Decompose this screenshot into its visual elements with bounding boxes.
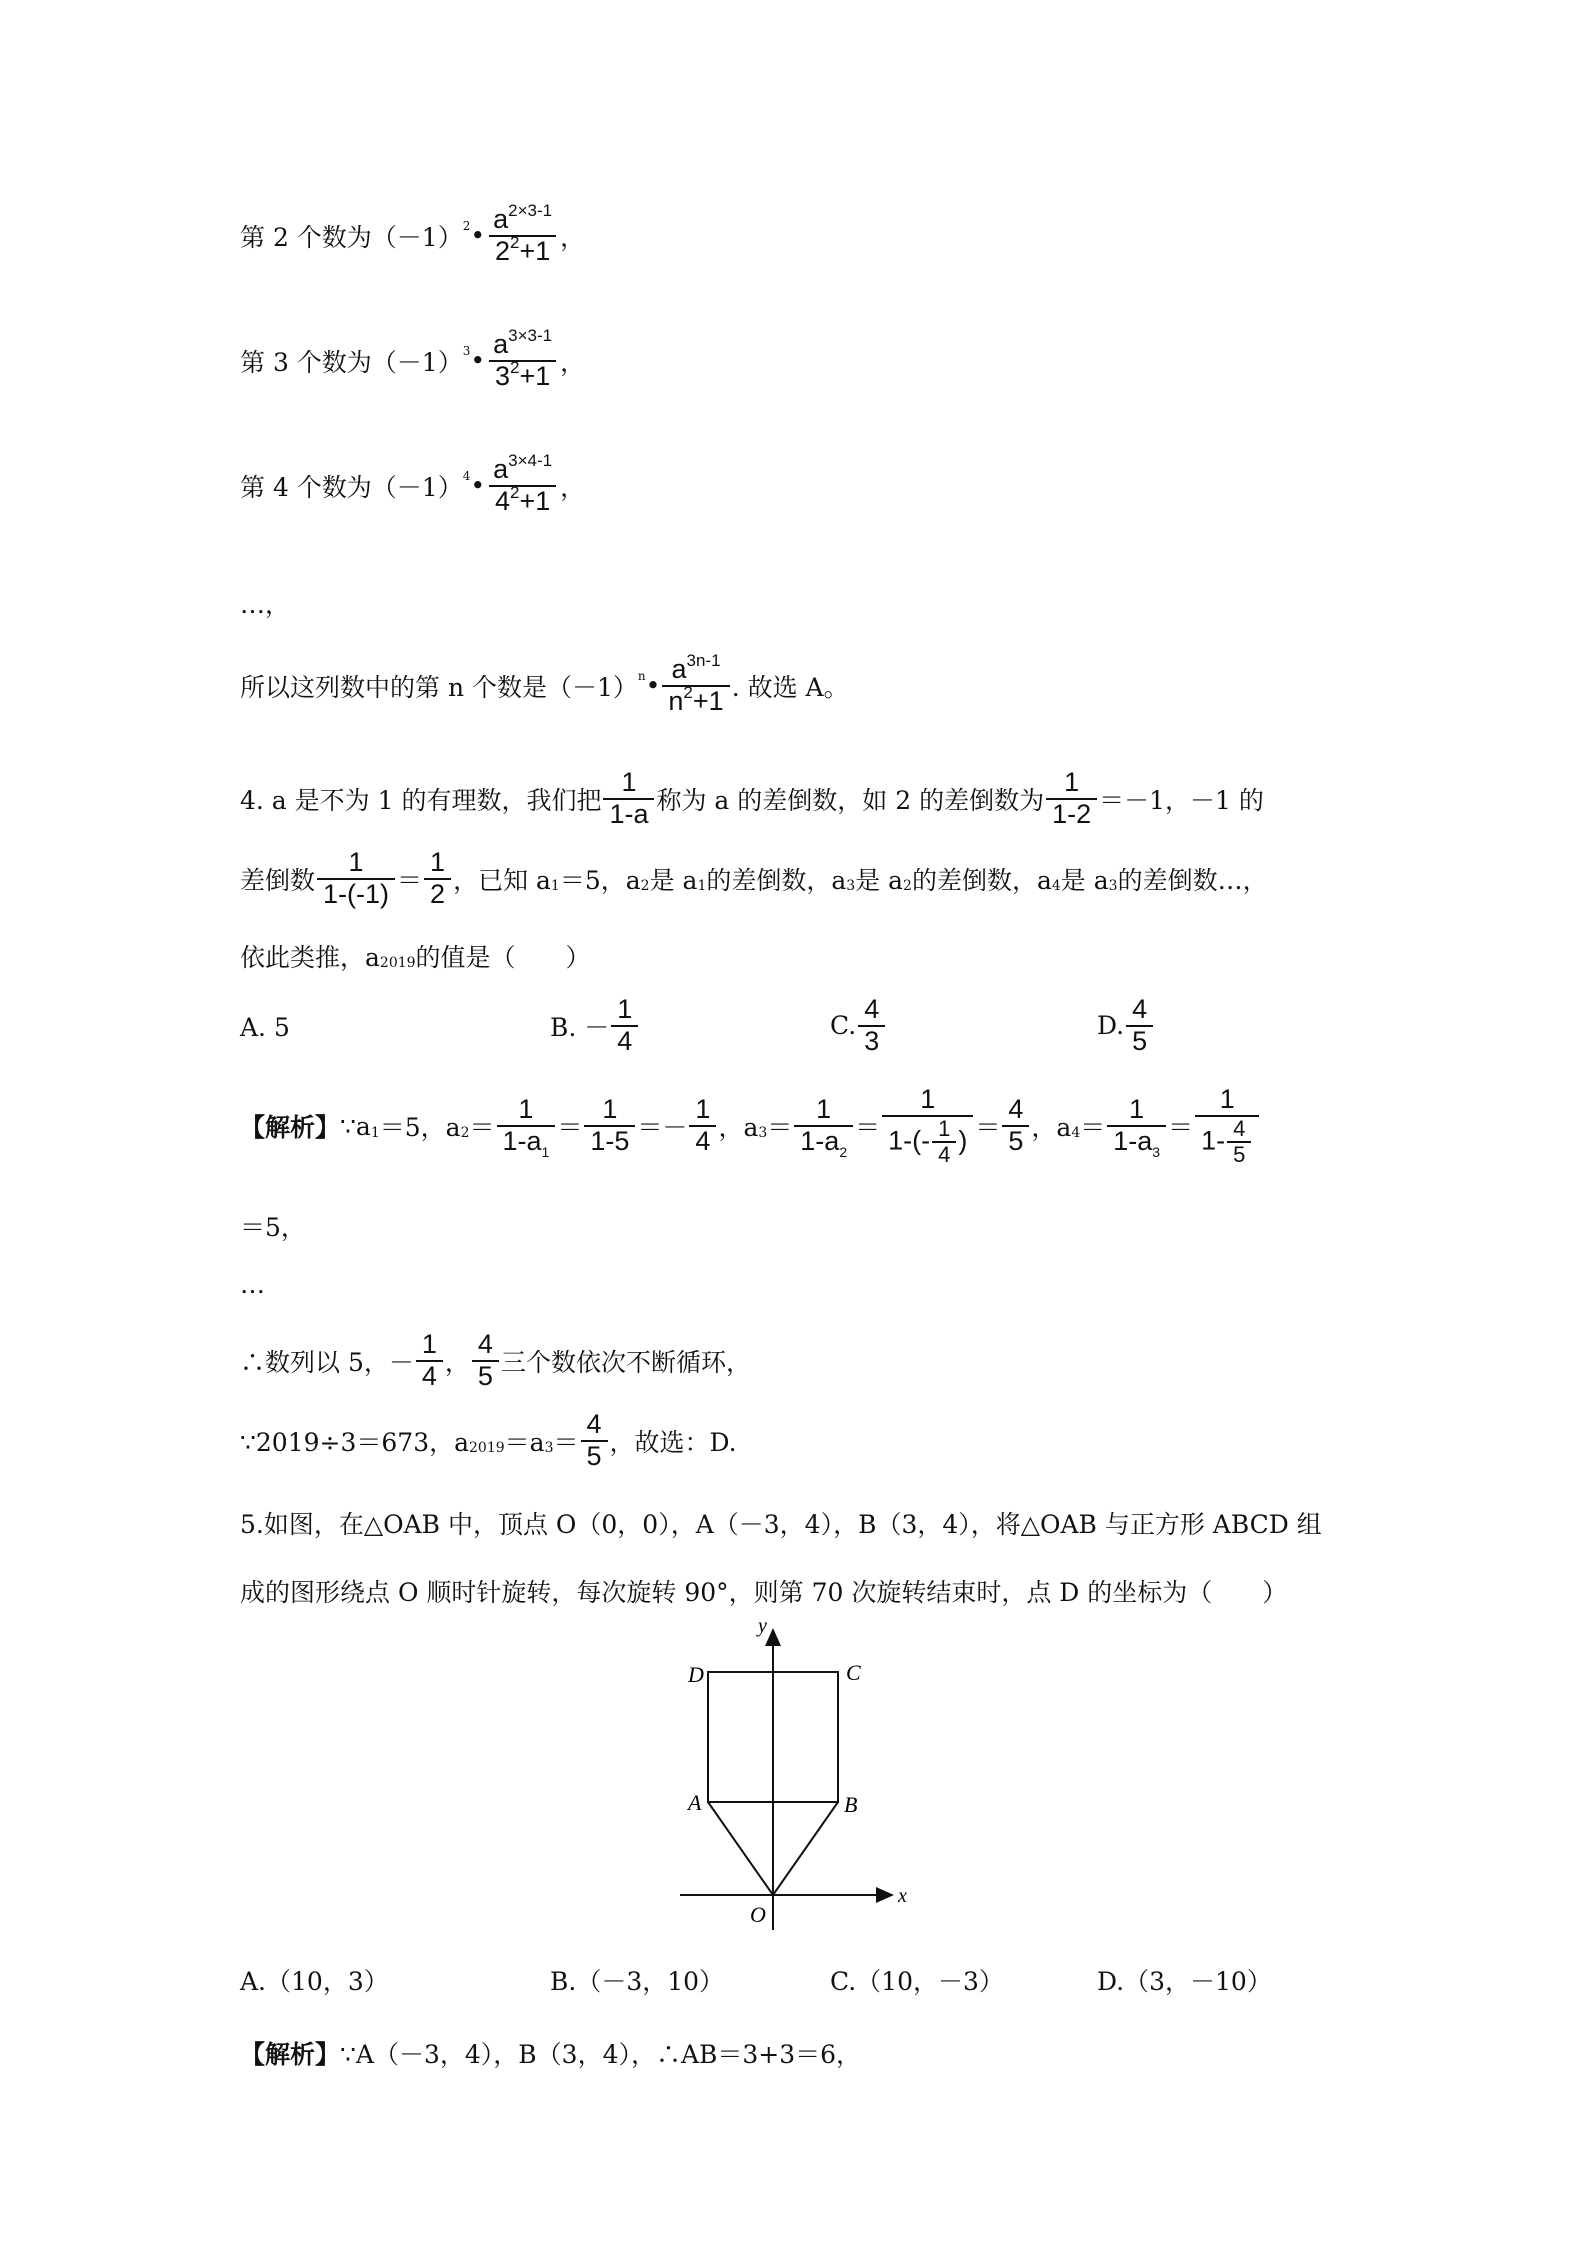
line-text: 所以这列数中的第 n 个数是（－1）: [240, 672, 638, 702]
text: ∵A（－3，4），B（3，4），∴AB＝3+3＝6，: [340, 2040, 862, 2069]
option-text: B.（－3，10）: [550, 1967, 725, 1996]
label-c: C: [846, 1660, 861, 1685]
fraction: [1046, 768, 1097, 829]
subscript: 2: [460, 1125, 470, 1142]
num-base: a: [493, 204, 509, 234]
comma: ，: [560, 347, 586, 377]
num: 1: [938, 1115, 951, 1141]
num: 1: [518, 1094, 534, 1125]
num: 4: [1008, 1094, 1024, 1125]
option-text: C.（10，－3）: [830, 1967, 1004, 1996]
num: 1: [1064, 767, 1080, 797]
label-a: A: [688, 1790, 702, 1815]
num: 1: [1129, 1094, 1145, 1125]
label-y: y: [758, 1615, 767, 1637]
label-x: x: [898, 1885, 907, 1907]
den-base: 4: [494, 485, 510, 516]
den-exp: 2: [509, 482, 520, 502]
q5-line-1: [240, 1505, 1322, 1541]
dot: •: [645, 671, 661, 701]
line-text: 第 3 个数为（－1）: [240, 347, 463, 377]
den: 4: [689, 1125, 716, 1157]
text: ，a: [718, 1113, 759, 1143]
text: ＝－1，－1 的: [1099, 785, 1264, 815]
fraction: [487, 451, 558, 516]
text: ＝: [557, 1113, 583, 1143]
fraction: [1002, 1095, 1029, 1156]
q4-line-2: [240, 848, 1268, 909]
den: 5: [1002, 1125, 1029, 1157]
num: 4: [586, 1409, 602, 1439]
ellipsis-line: [240, 585, 290, 621]
subscript: 1: [550, 877, 560, 894]
q5-solution-line-1: [240, 2035, 861, 2071]
text: ＝: [1080, 1113, 1106, 1143]
text: 是 a: [649, 865, 698, 895]
subscript: 2: [839, 1144, 848, 1161]
num: 1: [602, 1094, 618, 1125]
den-rest: +1: [519, 235, 551, 266]
text: ＝: [1168, 1113, 1194, 1143]
den-rest: +1: [692, 685, 724, 716]
den-base: 2: [494, 235, 510, 266]
num-base: a: [493, 454, 509, 484]
den: 2: [424, 878, 451, 910]
den: 3: [858, 1025, 885, 1057]
subscript: 4: [1051, 877, 1061, 894]
den: 5: [1227, 1141, 1251, 1167]
text: 称为 a 的差倒数，如 2 的差倒数为: [656, 785, 1045, 815]
q5-option-a: [240, 1962, 389, 1998]
option-label: D.: [1097, 1011, 1125, 1041]
num-exp: 3×4-1: [508, 451, 553, 470]
num: 1: [348, 847, 364, 877]
fraction: [424, 848, 451, 909]
q5-option-d: [1097, 1962, 1272, 1998]
text: 4. a 是不为 1 的有理数，我们把: [240, 785, 602, 815]
den: 1-a: [603, 798, 654, 830]
text: ＝5，a: [379, 1113, 461, 1143]
den-rest: +1: [519, 360, 551, 391]
text: 5.如图，在△OAB 中，顶点 O（0，0），A（－3，4），B（3，4），将△OAB 与正方形 ABCD 组: [240, 1510, 1322, 1539]
num: 4: [1132, 994, 1148, 1024]
label-o: O: [750, 1902, 766, 1927]
text: ＝5，a: [559, 865, 641, 895]
fraction: [689, 1095, 716, 1156]
text: ＝: [397, 865, 423, 895]
q5-line-2: [240, 1573, 1287, 1609]
num: 1: [430, 847, 446, 877]
subscript: 2: [903, 877, 912, 894]
text: ∵a: [340, 1111, 371, 1141]
q4-solution-line-2: [240, 1208, 306, 1244]
formula-line-2: [240, 201, 586, 266]
comma: ，: [444, 1347, 470, 1377]
fraction: [662, 651, 729, 716]
power: 4: [462, 468, 471, 483]
label-d: D: [688, 1662, 704, 1687]
fraction: [611, 995, 638, 1056]
option-text: A. 5: [240, 1013, 290, 1042]
q4-option-a: [240, 1013, 290, 1042]
q4-line-3: [240, 938, 591, 974]
formula-line-n: [240, 651, 849, 716]
geometry-figure: [680, 1610, 920, 1940]
subscript: 1: [370, 1125, 380, 1142]
den-rest: +1: [519, 485, 551, 516]
dot: •: [470, 346, 486, 376]
fraction: [581, 1410, 608, 1471]
q5-option-c: [830, 1962, 1004, 1998]
text: ∵2019÷3＝673，a: [240, 1427, 470, 1457]
option-label: C.: [830, 1011, 857, 1041]
option-text: A.（10，3）: [240, 1967, 389, 1996]
fraction: [317, 848, 395, 909]
option-label: B. －: [550, 1012, 610, 1042]
den-exp: 2: [509, 232, 520, 252]
text: 是 a: [1060, 865, 1109, 895]
text: ＝: [855, 1113, 881, 1143]
solution-label: 【解析】: [240, 1113, 341, 1143]
den: 1-2: [1046, 798, 1097, 830]
num-exp: 2×3-1: [508, 201, 553, 220]
fraction: [794, 1094, 853, 1161]
q4-solution-line-5: [240, 1410, 737, 1471]
subscript: 3: [1108, 877, 1118, 894]
fraction: [858, 995, 885, 1056]
den: 4: [416, 1360, 443, 1392]
text: …: [240, 1270, 265, 1299]
q4-line-1: [240, 768, 1264, 829]
text: 成的图形绕点 O 顺时针旋转，每次旋转 90°，则第 70 次旋转结束时，点 D 的坐标为（ ）: [240, 1578, 1288, 1607]
fraction: [584, 1095, 635, 1156]
num: 4: [1233, 1115, 1246, 1141]
den: 1-5: [584, 1125, 635, 1157]
fraction: [497, 1094, 556, 1161]
den: 5: [581, 1440, 608, 1472]
comma: ，: [560, 472, 586, 502]
subscript: 3: [544, 1439, 554, 1456]
text: 是 a: [855, 865, 904, 895]
dot: •: [470, 221, 486, 251]
q4-option-b: [550, 995, 640, 1056]
fraction: [882, 1085, 973, 1167]
text: 的差倒数，a: [911, 865, 1052, 895]
den-exp: 2: [683, 682, 693, 702]
text: 依此类推，a: [240, 943, 380, 972]
option-text: D.（3，－10）: [1097, 1967, 1272, 1996]
den: 1-: [1201, 1125, 1226, 1155]
text: ＝: [975, 1113, 1001, 1143]
num: 4: [477, 1329, 493, 1359]
subscript: 2019: [469, 1439, 505, 1456]
den: ): [958, 1125, 968, 1155]
line-text: 第 2 个数为（－1）: [240, 222, 463, 252]
den: 1-(-1): [317, 878, 395, 910]
subscript: 4: [1071, 1125, 1081, 1142]
num: 1: [617, 994, 633, 1024]
text: 差倒数: [240, 865, 316, 895]
den: 1-a: [502, 1126, 542, 1157]
num: 1: [421, 1329, 437, 1359]
den: 5: [472, 1360, 499, 1392]
fraction: [1195, 1085, 1259, 1167]
text: ∴数列以 5，－: [240, 1347, 414, 1377]
formula-line-3: [240, 326, 586, 391]
text: ，已知 a: [453, 865, 551, 895]
den-base: n: [668, 685, 684, 716]
text: ＝: [553, 1427, 579, 1457]
fraction: [487, 201, 558, 266]
line-text: 第 4 个数为（－1）: [240, 472, 463, 502]
text: 的值是（ ）: [415, 943, 591, 972]
text: 的差倒数，a: [706, 865, 847, 895]
text: ＝: [637, 1113, 663, 1143]
fraction: [1126, 995, 1153, 1056]
num: 1: [1219, 1084, 1235, 1114]
fraction: [603, 768, 654, 829]
q5-option-b: [550, 1962, 724, 1998]
den-base: 3: [494, 360, 510, 391]
power: 2: [462, 218, 471, 233]
subscript: 3: [758, 1125, 768, 1142]
label-b: B: [844, 1792, 858, 1817]
text: ，故选：D.: [609, 1427, 737, 1457]
q4-option-c: [830, 995, 887, 1056]
num-base: a: [671, 654, 687, 684]
ellipsis: …，: [240, 590, 291, 619]
text: 的差倒数…，: [1117, 865, 1268, 895]
num: 1: [816, 1094, 832, 1125]
fraction: [416, 1330, 443, 1391]
power: 3: [462, 343, 471, 358]
den: 4: [932, 1141, 956, 1167]
text: －: [662, 1113, 688, 1143]
num-base: a: [493, 329, 509, 359]
subscript: 3: [1152, 1144, 1161, 1161]
num: 4: [864, 994, 880, 1024]
q4-solution-line-4: [240, 1330, 751, 1391]
line-suffix: . 故选 A。: [731, 672, 849, 702]
fraction: [487, 326, 558, 391]
subscript: 3: [846, 877, 856, 894]
den: 1-(-: [888, 1125, 931, 1155]
nested-fraction: [1227, 1117, 1251, 1167]
text: ＝: [767, 1113, 793, 1143]
text: 三个数依次不断循环，: [500, 1347, 751, 1377]
den: 1-a: [800, 1126, 840, 1157]
q4-solution-line-1: [240, 1085, 1261, 1167]
num-exp: 3×3-1: [508, 326, 553, 345]
text: ，a: [1031, 1113, 1072, 1143]
num: 1: [695, 1094, 711, 1125]
formula-line-4: [240, 451, 586, 516]
dot: •: [470, 471, 486, 501]
q4-option-d: [1097, 995, 1155, 1056]
power: n: [637, 668, 646, 683]
subscript: 2: [640, 877, 650, 894]
num: 1: [920, 1084, 936, 1114]
solution-label: 【解析】: [240, 2040, 341, 2069]
text: ＝a: [504, 1427, 545, 1457]
comma: ，: [560, 222, 586, 252]
fraction: [472, 1330, 499, 1391]
text: ＝: [469, 1113, 495, 1143]
fraction: [1107, 1094, 1166, 1161]
subscript: 2019: [379, 955, 416, 971]
nested-fraction: [932, 1117, 956, 1167]
den: 5: [1126, 1025, 1153, 1057]
subscript: 1: [541, 1144, 550, 1161]
text: ＝5，: [240, 1213, 306, 1242]
den: 4: [611, 1025, 638, 1057]
subscript: 1: [697, 877, 707, 894]
den-exp: 2: [509, 357, 520, 377]
q4-solution-line-3: [240, 1270, 265, 1299]
num: 1: [621, 767, 637, 797]
num-exp: 3n-1: [686, 651, 721, 670]
den: 1-a: [1113, 1126, 1153, 1157]
